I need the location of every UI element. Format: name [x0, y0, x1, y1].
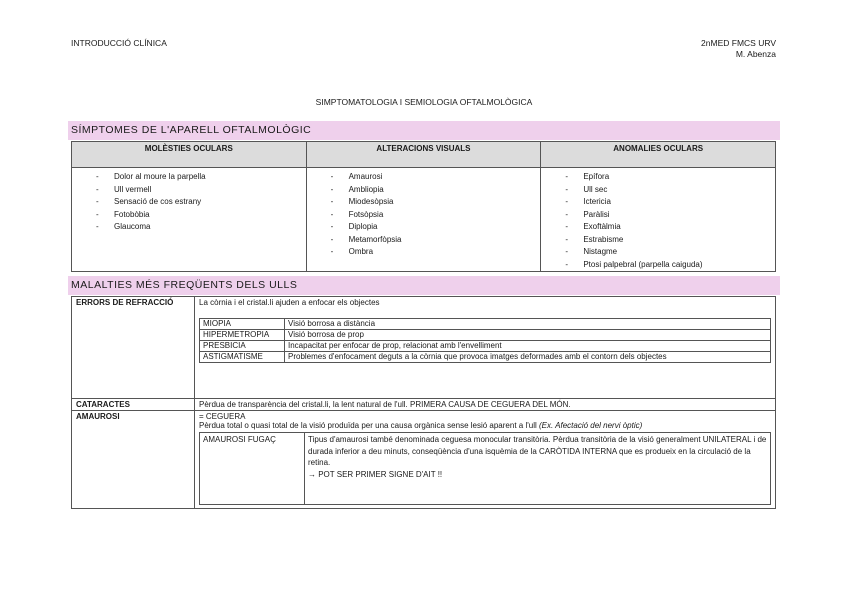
refraction-intro: La còrnia i el cristal.li ajuden a enfocar els objectes [199, 298, 380, 307]
list-item: - Ombra [307, 246, 541, 259]
amaurosis-example: (Ex. Afectació del nervi òptic) [538, 421, 643, 430]
list-item: - Fotsòpsia [307, 209, 541, 222]
table-cell: Visió borrosa a distància [285, 319, 771, 330]
refraction-cell [195, 297, 776, 399]
list-item: - Paràlisi [541, 209, 775, 222]
list-item: - Metamorfòpsia [307, 234, 541, 247]
visual-alterations-cell [306, 168, 541, 272]
table-cell: HIPERMETROPIA [200, 330, 285, 341]
table-cell: Problemes d'enfocament deguts a la còrnia que provoca imatges deformades amb el contorn dels objectes [285, 352, 771, 363]
page-title: SIMPTOMATOLOGIA I SEMIOLOGIA OFTALMOLÒGICA [315, 97, 533, 107]
diseases-table [71, 296, 776, 509]
list-item: - Ull sec [541, 184, 775, 197]
ocular-discomforts-cell [72, 168, 307, 272]
course-title: INTRODUCCIÓ CLÍNICA [71, 38, 167, 48]
column-header: MOLÈSTIES OCULARS [72, 142, 307, 168]
list-item: - Ictericia [541, 196, 775, 209]
list-item: - Epífora [541, 171, 775, 184]
cataracts-text: Pèrdua de transparència del cristal.li, la lent natural de l'ull. PRIMERA CAUSA DE CEGUERA DEL MÓN. [195, 399, 776, 411]
list-item: - Nistagme [541, 246, 775, 259]
refraction-subtable [199, 318, 771, 363]
list-item: - Fotobòbia [72, 209, 306, 222]
amaurosis-cell [195, 411, 776, 509]
amaurosis-definition: Pèrdua total o quasi total de la visió produïda per una causa orgànica sense lesió aparent a l'ull [199, 421, 537, 430]
ocular-anomalies-cell [541, 168, 776, 272]
list-item: - Ptosi palpebral (parpella caiguda) [541, 259, 775, 272]
list-item: - Glaucoma [72, 221, 306, 234]
amaurosis-fugax-warning: → POT SER PRIMER SIGNE D'AIT !! [308, 469, 443, 479]
symptoms-table [71, 141, 776, 272]
list-item: - Dolor al moure la parpella [72, 171, 306, 184]
amaurosis-fugax-subtable [199, 432, 771, 505]
column-header: ALTERACIONS VISUALS [306, 142, 541, 168]
amaurosis-label: AMAUROSI [72, 411, 195, 509]
refraction-label: ERRORS DE REFRACCIÓ [72, 297, 195, 399]
list-item: - Exoftàlmia [541, 221, 775, 234]
list-item: - Ull vermell [72, 184, 306, 197]
list-item: - Amaurosi [307, 171, 541, 184]
table-cell: AMAUROSI FUGAÇ [200, 433, 305, 505]
list-item: - Estrabisme [541, 234, 775, 247]
course-code: 2nMED FMCS URV [701, 38, 776, 48]
section-symptoms-title: SÍMPTOMES DE L'APARELL OFTALMOLÒGIC [68, 121, 780, 140]
column-header: ANOMALIES OCULARS [541, 142, 776, 168]
table-cell [305, 433, 771, 505]
list-item: - Diplopia [307, 221, 541, 234]
list-item: - Ambliopia [307, 184, 541, 197]
table-cell: Visió borrosa de prop [285, 330, 771, 341]
amaurosis-fugax-description: Tipus d'amaurosi també denominada ceguesa monocular transitòria. Pèrdua transitòria de la visió generalment UNILATERAL i de durada inferior a deu minuts, conseqüència d'una isquèmia de la CARÒTIDA INTERNA que es produeix en la circulació de la retina. [308, 435, 767, 467]
amaurosis-line1: = CEGUERA [199, 412, 246, 421]
list-item: - Miodesòpsia [307, 196, 541, 209]
table-cell: ASTIGMATISME [200, 352, 285, 363]
cataracts-label: CATARACTES [72, 399, 195, 411]
table-cell: PRESBICIA [200, 341, 285, 352]
section-diseases-title: MALALTIES MÉS FREQÜENTS DELS ULLS [68, 276, 780, 295]
list-item: - Sensació de cos estrany [72, 196, 306, 209]
table-cell: Incapacitat per enfocar de prop, relacionat amb l'envelliment [285, 341, 771, 352]
table-cell: MIOPIA [200, 319, 285, 330]
author: M. Abenza [735, 49, 776, 59]
amaurosis-line2 [199, 421, 771, 430]
